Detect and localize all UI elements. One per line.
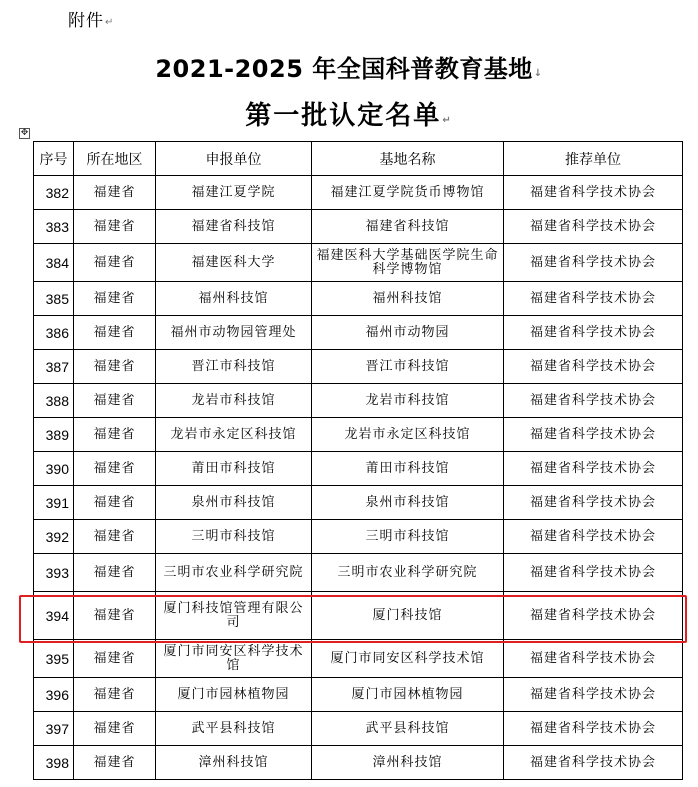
attachment-label: 附件↵ xyxy=(68,11,115,31)
table-row xyxy=(34,678,683,712)
cell-base-name: 福建医科大学基础医学院生命科学博物馆 xyxy=(312,244,504,282)
cell-recommender: 福建省科学技术协会 xyxy=(504,640,683,678)
table-row xyxy=(34,350,683,384)
cell-recommender: 福建省科学技术协会 xyxy=(504,486,683,520)
cell-base-name: 龙岩市永定区科技馆 xyxy=(312,418,504,452)
cell-region: 福建省 xyxy=(74,640,156,678)
cell-serial: 390 xyxy=(34,452,74,486)
cell-base-name: 福州科技馆 xyxy=(312,282,504,316)
cell-region: 福建省 xyxy=(74,210,156,244)
cell-serial: 396 xyxy=(34,678,74,712)
cell-recommender: 福建省科学技术协会 xyxy=(504,520,683,554)
cell-applicant: 三明市科技馆 xyxy=(156,520,312,554)
cell-base-name: 厦门市园林植物园 xyxy=(312,678,504,712)
cell-recommender: 福建省科学技术协会 xyxy=(504,746,683,780)
header-serial: 序号 xyxy=(34,142,74,176)
cell-serial: 395 xyxy=(34,640,74,678)
table-move-handle-icon[interactable]: ✥ xyxy=(20,128,29,138)
cell-recommender: 福建省科学技术协会 xyxy=(504,418,683,452)
document-title-line1: 2021-2025 年全国科普教育基地↓ xyxy=(155,55,543,83)
cell-base-name: 三明市科技馆 xyxy=(312,520,504,554)
cell-region: 福建省 xyxy=(74,452,156,486)
table-row xyxy=(34,210,683,244)
cell-recommender: 福建省科学技术协会 xyxy=(504,712,683,746)
cell-region: 福建省 xyxy=(74,418,156,452)
cell-region: 福建省 xyxy=(74,554,156,592)
cell-region: 福建省 xyxy=(74,746,156,780)
table-row xyxy=(34,384,683,418)
cell-region: 福建省 xyxy=(74,316,156,350)
cell-serial: 382 xyxy=(34,176,74,210)
cell-applicant: 福州市动物园管理处 xyxy=(156,316,312,350)
cell-serial: 394 xyxy=(34,592,74,640)
document-title-line2: 第一批认定名单↵ xyxy=(245,101,453,131)
cell-base-name: 晋江市科技馆 xyxy=(312,350,504,384)
cell-applicant: 福建医科大学 xyxy=(156,244,312,282)
cell-applicant: 福建江夏学院 xyxy=(156,176,312,210)
header-applicant: 申报单位 xyxy=(156,142,312,176)
paragraph-mark-icon: ↵ xyxy=(442,115,453,126)
cell-base-name: 莆田市科技馆 xyxy=(312,452,504,486)
cell-recommender: 福建省科学技术协会 xyxy=(504,678,683,712)
cell-serial: 385 xyxy=(34,282,74,316)
cell-applicant: 武平县科技馆 xyxy=(156,712,312,746)
cell-base-name: 福建江夏学院货币博物馆 xyxy=(312,176,504,210)
cell-recommender: 福建省科学技术协会 xyxy=(504,244,683,282)
paragraph-mark-icon: ↓ xyxy=(533,68,543,79)
cell-serial: 386 xyxy=(34,316,74,350)
cell-region: 福建省 xyxy=(74,244,156,282)
cell-serial: 387 xyxy=(34,350,74,384)
cell-serial: 383 xyxy=(34,210,74,244)
cell-applicant: 晋江市科技馆 xyxy=(156,350,312,384)
cell-serial: 397 xyxy=(34,712,74,746)
cell-region: 福建省 xyxy=(74,520,156,554)
table-row xyxy=(34,452,683,486)
cell-serial: 389 xyxy=(34,418,74,452)
cell-region: 福建省 xyxy=(74,176,156,210)
cell-serial: 391 xyxy=(34,486,74,520)
cell-applicant: 福州科技馆 xyxy=(156,282,312,316)
table-row xyxy=(34,176,683,210)
cell-serial: 398 xyxy=(34,746,74,780)
header-recommender: 推荐单位 xyxy=(504,142,683,176)
cell-serial: 384 xyxy=(34,244,74,282)
cell-applicant: 福建省科技馆 xyxy=(156,210,312,244)
cell-recommender: 福建省科学技术协会 xyxy=(504,452,683,486)
table-row xyxy=(34,592,683,640)
cell-recommender: 福建省科学技术协会 xyxy=(504,210,683,244)
table-row xyxy=(34,554,683,592)
table-row xyxy=(34,282,683,316)
table-row xyxy=(34,244,683,282)
cell-serial: 393 xyxy=(34,554,74,592)
cell-applicant: 莆田市科技馆 xyxy=(156,452,312,486)
table-row xyxy=(34,746,683,780)
cell-region: 福建省 xyxy=(74,282,156,316)
cell-applicant: 龙岩市永定区科技馆 xyxy=(156,418,312,452)
cell-base-name: 三明市农业科学研究院 xyxy=(312,554,504,592)
table-row xyxy=(34,640,683,678)
cell-region: 福建省 xyxy=(74,712,156,746)
cell-base-name: 漳州科技馆 xyxy=(312,746,504,780)
cell-region: 福建省 xyxy=(74,486,156,520)
table-row xyxy=(34,712,683,746)
table-body xyxy=(34,176,683,780)
cell-recommender: 福建省科学技术协会 xyxy=(504,592,683,640)
cell-applicant: 泉州市科技馆 xyxy=(156,486,312,520)
cell-recommender: 福建省科学技术协会 xyxy=(504,282,683,316)
cell-base-name: 福建省科技馆 xyxy=(312,210,504,244)
cell-base-name: 武平县科技馆 xyxy=(312,712,504,746)
cell-serial: 388 xyxy=(34,384,74,418)
base-list-table xyxy=(33,141,683,780)
table-row xyxy=(34,520,683,554)
cell-region: 福建省 xyxy=(74,384,156,418)
cell-recommender: 福建省科学技术协会 xyxy=(504,316,683,350)
cell-recommender: 福建省科学技术协会 xyxy=(504,384,683,418)
table-header-row xyxy=(34,142,683,176)
table-row xyxy=(34,316,683,350)
cell-base-name: 龙岩市科技馆 xyxy=(312,384,504,418)
cell-applicant: 三明市农业科学研究院 xyxy=(156,554,312,592)
cell-serial: 392 xyxy=(34,520,74,554)
cell-applicant: 漳州科技馆 xyxy=(156,746,312,780)
cell-base-name: 泉州市科技馆 xyxy=(312,486,504,520)
table-row xyxy=(34,486,683,520)
cell-applicant: 龙岩市科技馆 xyxy=(156,384,312,418)
header-region: 所在地区 xyxy=(74,142,156,176)
cell-recommender: 福建省科学技术协会 xyxy=(504,176,683,210)
cell-recommender: 福建省科学技术协会 xyxy=(504,554,683,592)
paragraph-mark-icon: ↵ xyxy=(105,17,115,28)
table-row xyxy=(34,418,683,452)
cell-region: 福建省 xyxy=(74,678,156,712)
cell-region: 福建省 xyxy=(74,592,156,640)
cell-region: 福建省 xyxy=(74,350,156,384)
cell-applicant: 厦门市园林植物园 xyxy=(156,678,312,712)
cell-recommender: 福建省科学技术协会 xyxy=(504,350,683,384)
cell-base-name: 厦门科技馆 xyxy=(312,592,504,640)
cell-base-name: 厦门市同安区科学技术馆 xyxy=(312,640,504,678)
header-base-name: 基地名称 xyxy=(312,142,504,176)
cell-applicant: 厦门市同安区科学技术馆 xyxy=(156,640,312,678)
cell-base-name: 福州市动物园 xyxy=(312,316,504,350)
cell-applicant: 厦门科技馆管理有限公司 xyxy=(156,592,312,640)
